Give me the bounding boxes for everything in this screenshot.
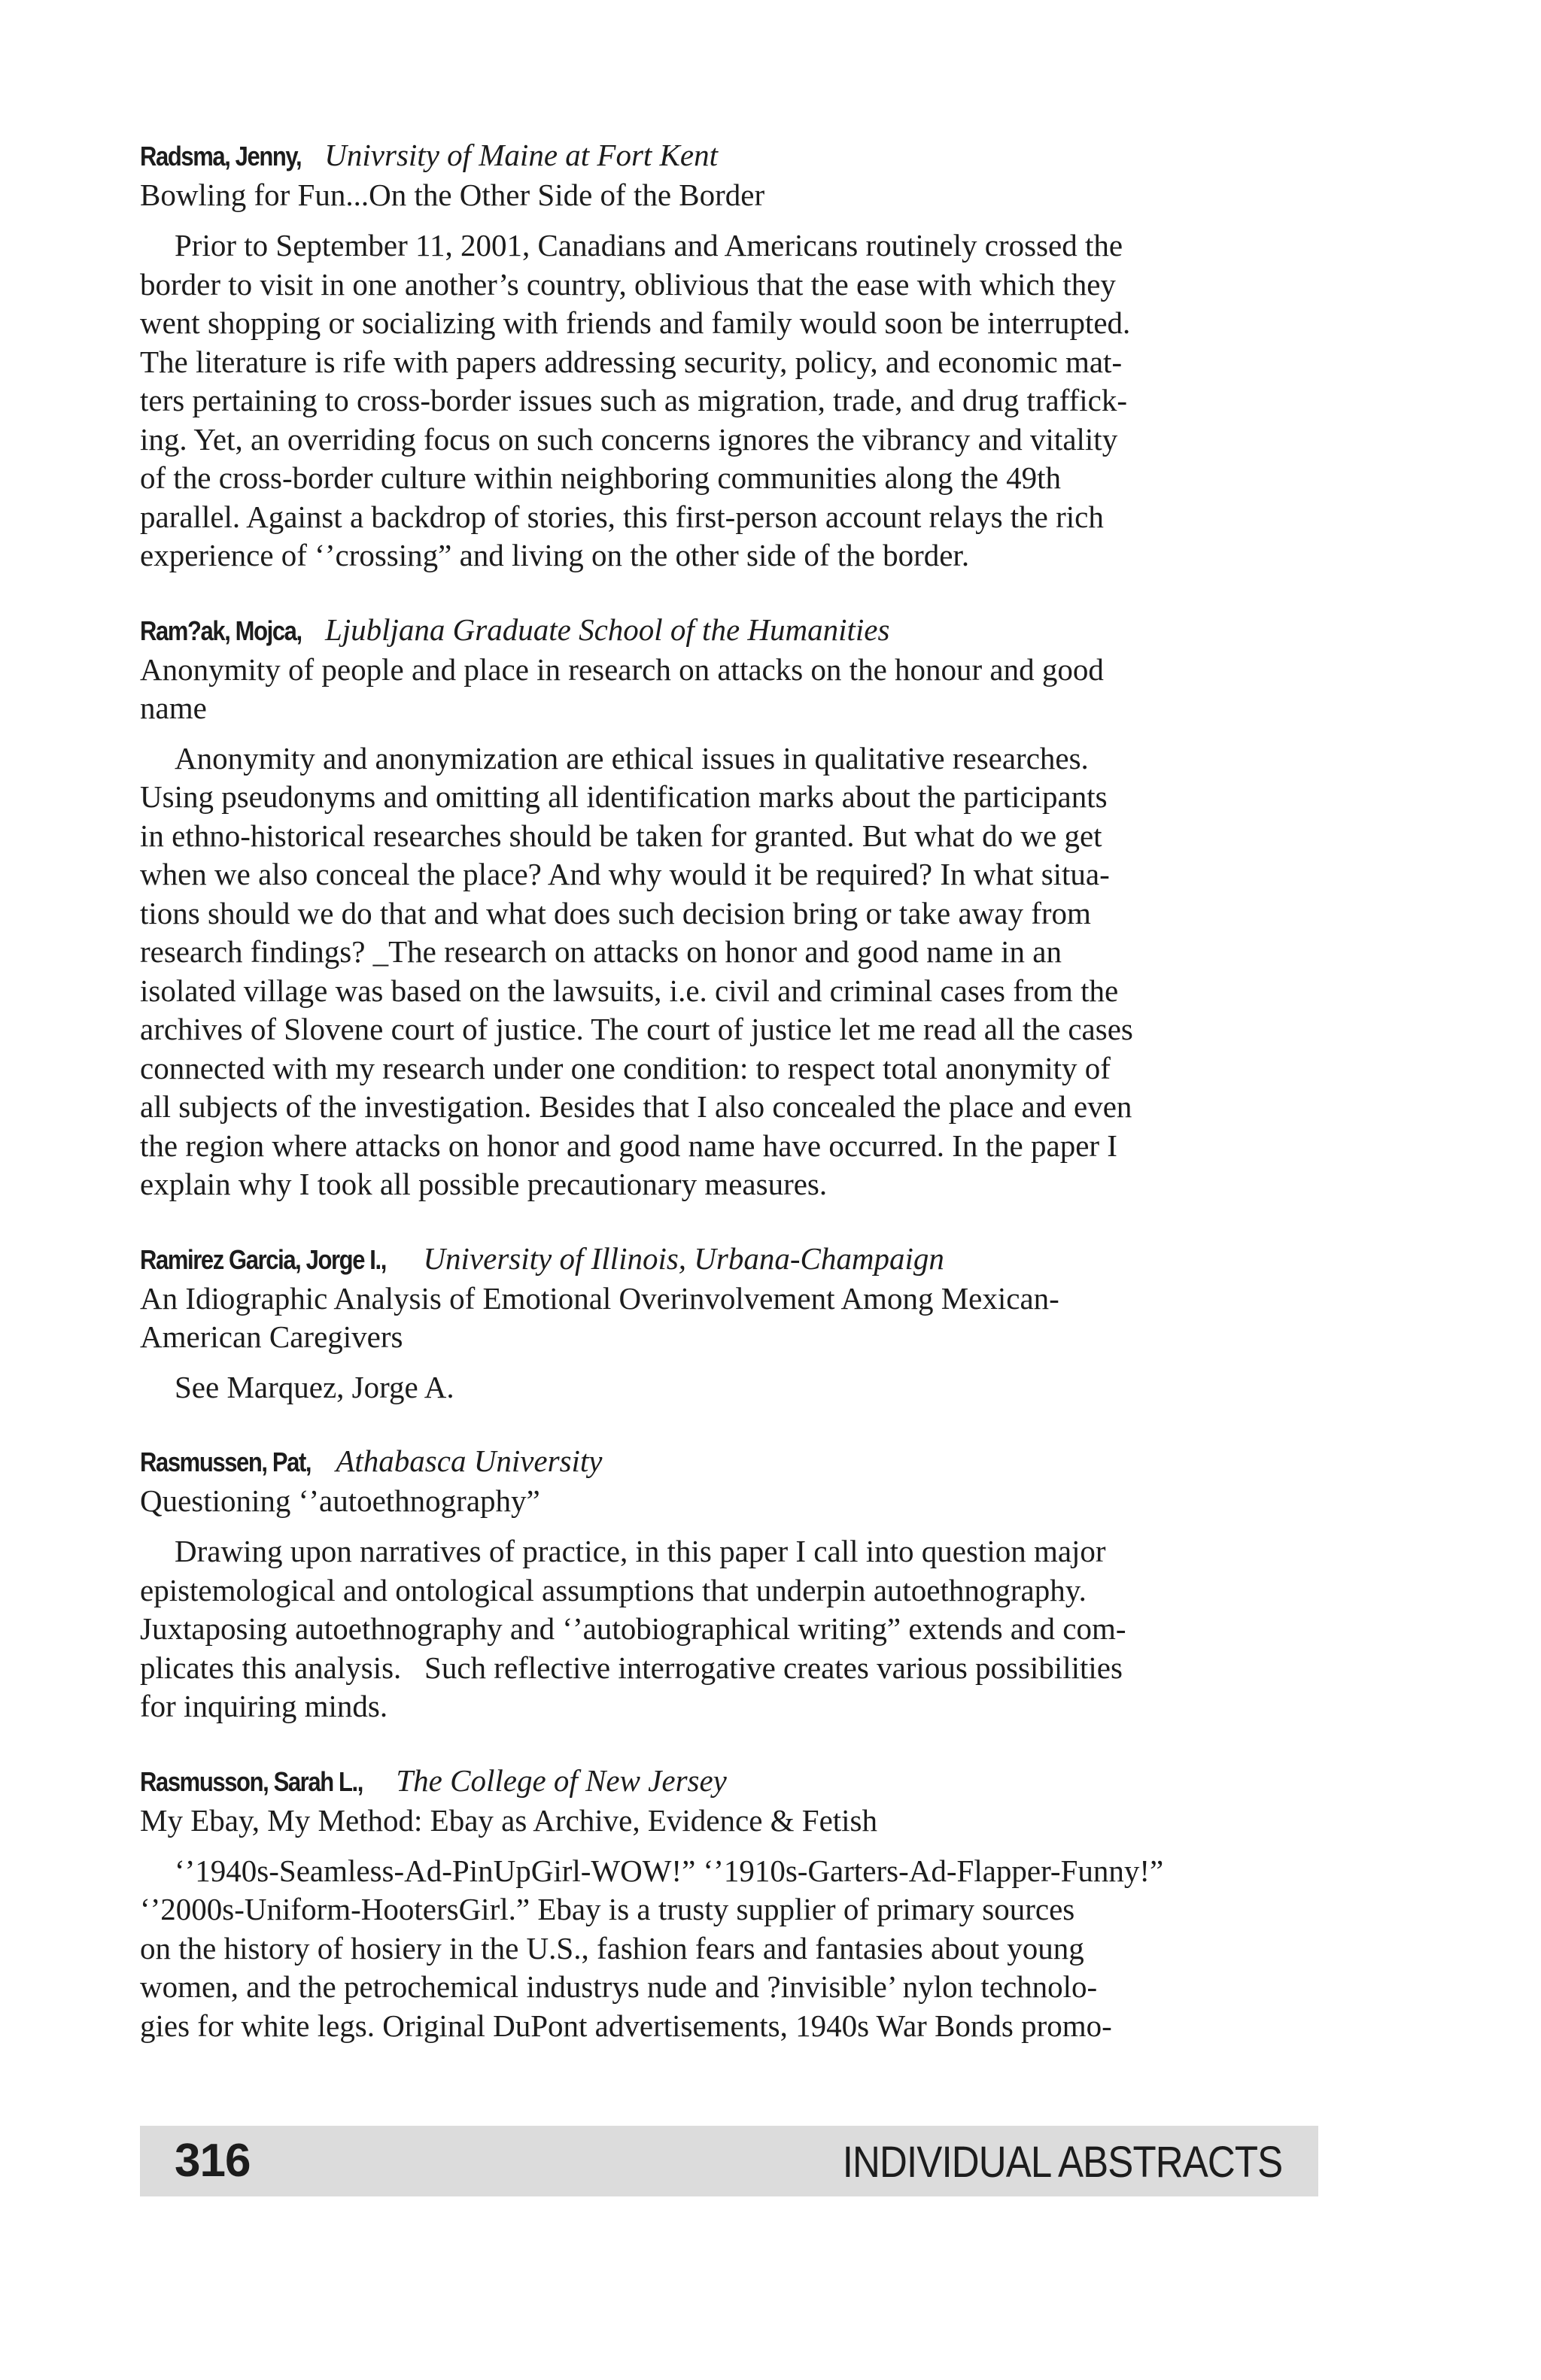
abstract-line: plicates this analysis. Such reflective interrogative creates various possibilities [140, 1650, 1123, 1685]
abstract-text [140, 1368, 1321, 1407]
abstract-entry [140, 135, 1321, 575]
paper-title-line: My Ebay, My Method: Ebay as Archive, Evidence & Fetish [140, 1802, 878, 1838]
entry-byline [140, 1239, 1321, 1280]
abstract-line: experience of ‘’crossing” and living on the other side of the border. [140, 538, 970, 572]
author-affiliation: The College of New Jersey [396, 1762, 727, 1798]
abstract-line: Anonymity and anonymization are ethical issues in qualitative researches. [175, 740, 1089, 776]
entry-byline [140, 135, 1321, 176]
abstract-entry [140, 610, 1321, 1204]
paper-title [140, 1802, 1321, 1840]
running-section-title: INDIVIDUAL ABSTRACTS [842, 2138, 1282, 2187]
author-affiliation: Ljubljana Graduate School of the Humanities [324, 612, 890, 647]
paper-title [140, 651, 1321, 727]
paper-title [140, 1482, 1321, 1520]
author-name: Ram?ak, Mojca, [140, 615, 302, 646]
abstract-line: research findings? _The research on attacks on honor and good name in an [140, 934, 1062, 969]
abstract-line: See Marquez, Jorge A. [175, 1369, 454, 1404]
abstract-line: explain why I took all possible precautionary measures. [140, 1167, 828, 1201]
abstract-entry [140, 1441, 1321, 1726]
abstract-text [140, 1852, 1321, 2046]
abstract-line: parallel. Against a backdrop of stories, this first-person account relays the rich [140, 499, 1104, 534]
paper-title-line: An Idiographic Analysis of Emotional Overinvolvement Among Mexican- [140, 1280, 1059, 1316]
abstract-text [140, 739, 1321, 1204]
paper-title-line: Questioning ‘’autoethnography” [140, 1483, 540, 1518]
abstract-line: ‘’1940s-Seamless-Ad-PinUpGirl-WOW!” ‘’1910s-Garters-Ad-Flapper-Funny!” [175, 1853, 1164, 1888]
abstract-line: ing. Yet, an overriding focus on such concerns ignores the vibrancy and vitality [140, 421, 1118, 457]
abstract-line: Drawing upon narratives of practice, in this paper I call into question major [175, 1534, 1106, 1568]
abstract-line: Using pseudonyms and omitting all identification marks about the participants [140, 779, 1108, 814]
paper-title-line: Anonymity of people and place in research on attacks on the honour and good [140, 651, 1104, 687]
author-affiliation: University of Illinois, Urbana-Champaign [423, 1240, 944, 1276]
paper-title [140, 176, 1321, 214]
abstract-line: epistemological and ontological assumptions that underpin autoethnography. [140, 1572, 1087, 1607]
abstract-line: border to visit in one another’s country, oblivious that the ease with which they [140, 266, 1116, 302]
paper-title [140, 1280, 1321, 1356]
abstract-entry [140, 1239, 1321, 1407]
abstract-line: Prior to September 11, 2001, Canadians and Americans routinely crossed the [175, 228, 1123, 263]
abstract-line: gies for white legs. Original DuPont advertisements, 1940s War Bonds promo- [140, 2008, 1112, 2043]
entry-byline [140, 1441, 1321, 1482]
page-number: 316 [175, 2135, 251, 2187]
abstract-line: isolated village was based on the lawsuits, i.e. civil and criminal cases from the [140, 973, 1119, 1008]
abstracts-content [140, 135, 1321, 2080]
author-affiliation: Univrsity of Maine at Fort Kent [324, 138, 718, 172]
entry-byline [140, 1761, 1321, 1802]
abstract-line: connected with my research under one condition: to respect total anonymity of [140, 1050, 1111, 1085]
author-name: Rasmussen, Pat, [140, 1447, 312, 1477]
abstract-line: went shopping or socializing with friends and family would soon be interrupted. [140, 305, 1131, 340]
author-name: Ramirez Garcia, Jorge I., [140, 1243, 386, 1275]
author-name: Rasmusson, Sarah L., [140, 1765, 363, 1797]
abstract-line: on the history of hosiery in the U.S., fashion fears and fantasies about young [140, 1930, 1084, 1966]
abstract-line: Juxtaposing autoethnography and ‘’autobiographical writing” extends and com- [140, 1611, 1126, 1646]
abstract-line: ‘’2000s-Uniform-HootersGirl.” Ebay is a trusty supplier of primary sources [140, 1892, 1075, 1926]
abstract-line: the region where attacks on honor and good name have occurred. In the paper I [140, 1128, 1117, 1163]
abstract-line: The literature is rife with papers addressing security, policy, and economic mat- [140, 344, 1123, 379]
abstract-line: for inquiring minds. [140, 1689, 388, 1723]
page-footer [140, 2126, 1318, 2196]
abstract-line: archives of Slovene court of justice. The court of justice let me read all the cases [140, 1012, 1133, 1046]
abstract-entry [140, 1761, 1321, 2046]
abstract-line: tions should we do that and what does such decision bring or take away from [140, 895, 1091, 930]
abstract-text [140, 226, 1321, 575]
abstract-line: women, and the petrochemical industrys nude and ?invisible’ nylon technolo- [140, 1969, 1098, 2004]
paper-title-line: American Caregivers [140, 1319, 403, 1354]
paper-title-line: Bowling for Fun...On the Other Side of the Border [140, 178, 765, 212]
entry-byline [140, 610, 1321, 651]
abstract-line: all subjects of the investigation. Besides that I also concealed the place and even [140, 1089, 1132, 1124]
abstract-line: when we also conceal the place? And why would it be required? In what situa- [140, 857, 1110, 891]
abstract-text [140, 1532, 1321, 1726]
abstract-line: of the cross-border culture within neighboring communities along the 49th [140, 460, 1062, 495]
author-name: Radsma, Jenny, [140, 141, 302, 172]
paper-title-line: name [140, 690, 207, 725]
abstract-line: in ethno-historical researches should be taken for granted. But what do we get [140, 818, 1102, 853]
author-affiliation: Athabasca University [336, 1443, 603, 1478]
abstract-line: ters pertaining to cross-border issues such as migration, trade, and drug traffick- [140, 383, 1127, 417]
